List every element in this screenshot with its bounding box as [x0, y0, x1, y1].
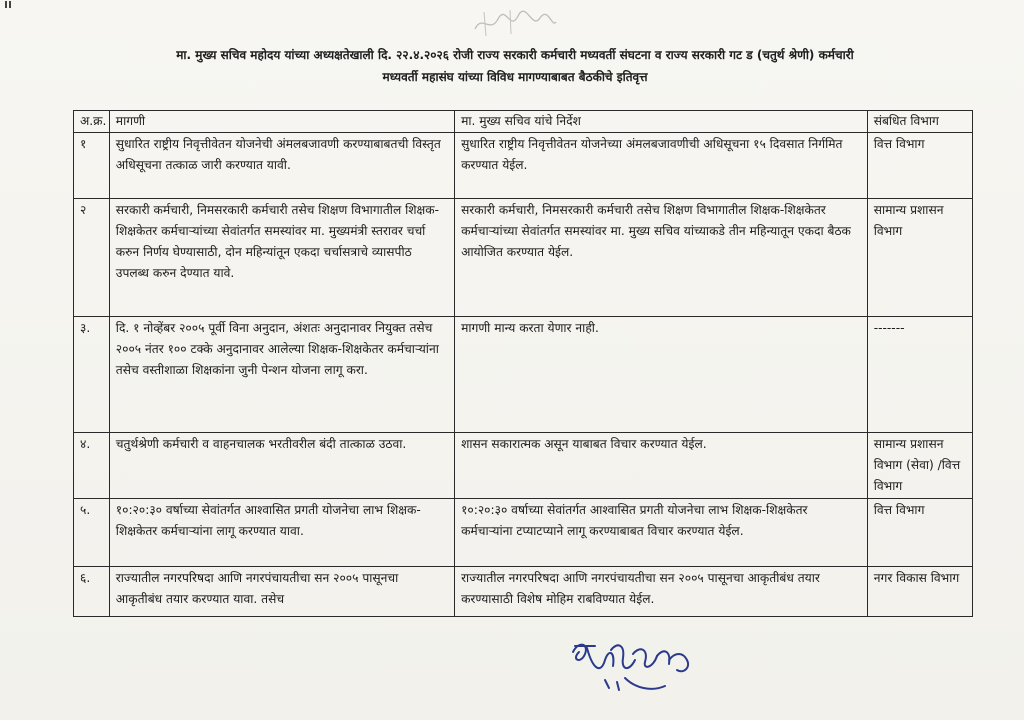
demand-cell: सुधारित राष्ट्रीय निवृत्तीवेतन योजनेची अंमलबजावणी करण्याबाबतची विस्तृत अधिसूचना तत्काळ जारी करण्यात यावी.: [109, 133, 454, 199]
table-row: [74, 433, 973, 499]
serial-cell: ६.: [74, 567, 110, 617]
table-row: [74, 567, 973, 617]
table-row: [74, 133, 973, 199]
header-department: संबधित विभाग: [867, 111, 972, 133]
directive-cell: सरकारी कर्मचारी, निमसरकारी कर्मचारी तसेच शिक्षण विभागातील शिक्षक-शिक्षकेतर कर्मचाऱ्यांच्या सेवांतर्गत समस्यांवर मा. मुख्य सचिव यांच्याकडे तीन महिन्यातून एकदा बैठक आयोजित करण्यात येईल.: [455, 199, 868, 317]
serial-cell: २: [74, 199, 110, 317]
demand-cell: सरकारी कर्मचारी, निमसरकारी कर्मचारी तसेच शिक्षण विभागातील शिक्षक-शिक्षकेतर कर्मचाऱ्यांच्या सेवांतर्गत समस्यांवर मा. मुख्यमंत्री स्तरावर चर्चा करुन निर्णय घेण्यासाठी, दोन महिन्यांतून एकदा चर्चासत्राचे व्यासपीठ उपलब्ध करुन देण्यात यावे.: [109, 199, 454, 317]
serial-cell: १: [74, 133, 110, 199]
header-serial: अ.क्र.: [74, 111, 110, 133]
serial-cell: ४.: [74, 433, 110, 499]
serial-cell: ३.: [74, 317, 110, 433]
minutes-table: [73, 110, 973, 617]
department-cell: वित्त विभाग: [867, 133, 972, 199]
department-cell: नगर विकास विभाग: [867, 567, 972, 617]
title-line-2: मध्यवर्ती महासंघ यांच्या विविध मागण्याबाबत बैठकीचे इतिवृत्त: [382, 70, 648, 84]
document-title: [60, 44, 970, 88]
demand-cell: १०:२०:३० वर्षाच्या सेवांतर्गत आश्वासित प्रगती योजनेचा लाभ शिक्षक-शिक्षकेतर कर्मचाऱ्यांना लागू करण्यात यावा.: [109, 499, 454, 567]
department-cell: सामान्य प्रशासन विभाग: [867, 199, 972, 317]
handwritten-signature-icon: [565, 630, 715, 710]
header-directive: मा. मुख्य सचिव यांचे निर्देश: [455, 111, 868, 133]
table-header-row: [74, 111, 973, 133]
table-row: [74, 317, 973, 433]
demand-cell: चतुर्थश्रेणी कर्मचारी व वाहनचालक भरतीवरील बंदी तात्काळ उठवा.: [109, 433, 454, 499]
demand-cell: राज्यातील नगरपरिषदा आणि नगरपंचायतीचा सन २००५ पासूनचा आकृतीबंध तयार करण्यात यावा. तसेच: [109, 567, 454, 617]
directive-cell: मागणी मान्य करता येणार नाही.: [455, 317, 868, 433]
title-line-1: मा. मुख्य सचिव महोदय यांच्या अध्यक्षतेखाली दि. २२.४.२०२६ रोजी राज्य सरकारी कर्मचारी मध्यवर्ती संघटना व राज्य सरकारी गट ड (चतुर्थ श्रेणी) कर्मचारी: [176, 48, 854, 62]
table-row: [74, 499, 973, 567]
demand-cell: दि. १ नोव्हेंबर २००५ पूर्वी विना अनुदान, अंशतः अनुदानावर नियुक्त तसेच २००५ नंतर १०० टक्के अनुदानावर आलेल्या शिक्षक-शिक्षकेतर कर्मचाऱ्यांना तसेच वस्तीशाळा शिक्षकांना जुनी पेन्शन योजना लागू करा.: [109, 317, 454, 433]
handwritten-scribble-icon: [470, 4, 560, 44]
directive-cell: राज्यातील नगरपरिषदा आणि नगरपंचायतीचा सन २००५ पासूनचा आकृतीबंध तयार करण्यासाठी विशेष मोहिम राबविण्यात येईल.: [455, 567, 868, 617]
serial-cell: ५.: [74, 499, 110, 567]
directive-cell: शासन सकारात्मक असून याबाबत विचार करण्यात येईल.: [455, 433, 868, 499]
directive-cell: सुधारित राष्ट्रीय निवृत्तीवेतन योजनेच्या अंमलबजावणीची अधिसूचना १५ दिवसात निर्गमित करण्यात येईल.: [455, 133, 868, 199]
department-cell: सामान्य प्रशासन विभाग (सेवा) /वित्त विभाग: [867, 433, 972, 499]
directive-cell: १०:२०:३० वर्षाच्या सेवांतर्गत आश्वासित प्रगती योजनेचा लाभ शिक्षक-शिक्षकेतर कर्मचाऱ्यांना टप्याटप्याने लागू करण्याबाबत विचार करण्यात येईल.: [455, 499, 868, 567]
department-cell: -------: [867, 317, 972, 433]
header-demand: मागणी: [109, 111, 454, 133]
department-cell: वित्त विभाग: [867, 499, 972, 567]
corner-mark-icon: [4, 0, 16, 10]
table-row: [74, 199, 973, 317]
